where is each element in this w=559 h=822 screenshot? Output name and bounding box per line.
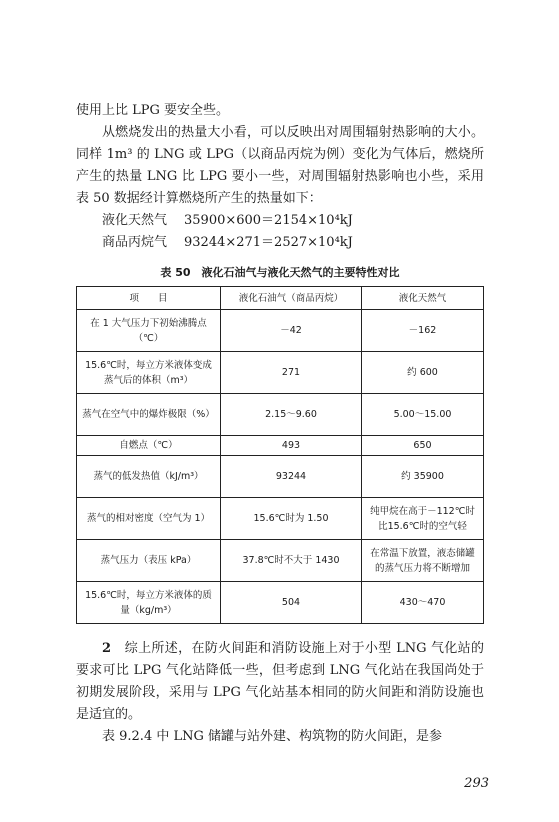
cell-lpg: 15.6℃时为 1.50 <box>221 498 362 540</box>
header-lpg: 液化石油气（商品丙烷） <box>221 287 362 310</box>
cell-lng: －162 <box>362 310 484 352</box>
cell-lpg: 271 <box>221 352 362 394</box>
paragraph-number: 2 <box>102 641 112 656</box>
cell-lng: 在常温下放置，液态储罐的蒸气压力将不断增加 <box>362 540 484 582</box>
cell-lpg: 93244 <box>221 456 362 498</box>
table-row <box>77 456 484 498</box>
cell-item: 15.6℃时，每立方米液体的质量（kg/m³） <box>77 582 221 624</box>
cell-item: 蒸气压力（表压 kPa） <box>77 540 221 582</box>
cell-lng: 5.00～15.00 <box>362 394 484 436</box>
paragraph-summary-text: 综上所述，在防火间距和消防设施上对于小型 LNG 气化站的要求可比 LPG 气化站降低一些，但考虑到 LNG 气化站在我国尚处于初期发展阶段，采用与 LPG 气化站基本相同的防火间距和消防设施也是适宜的。 <box>76 641 484 722</box>
cell-lng: 约 600 <box>362 352 484 394</box>
cell-lng: 650 <box>362 436 484 456</box>
cell-item: 在 1 大气压力下初始沸腾点（℃） <box>77 310 221 352</box>
formula-lng-label: 液化天然气 <box>102 213 168 228</box>
table-row <box>77 540 484 582</box>
cell-lng: 约 35900 <box>362 456 484 498</box>
cell-lng: 430～470 <box>362 582 484 624</box>
cell-lpg: －42 <box>221 310 362 352</box>
page-body <box>76 100 484 748</box>
formula-lng <box>102 210 484 232</box>
paragraph-heat-comparison: 从燃烧发出的热量大小看，可以反映出对周围辐射热影响的大小。同样 1m³ 的 LNG 或 LPG（以商品丙烷为例）变化为气体后，燃烧所产生的热量 LNG 比 LPG 要小一些，对周围辐射热影响也小些，采用表 50 数据经计算燃烧所产生的热量如下： <box>76 125 484 206</box>
paragraph-continuation: 使用上比 LPG 要安全些。 <box>76 103 230 118</box>
cell-item: 蒸气的低发热值（kJ/m³） <box>77 456 221 498</box>
table-header-row <box>77 287 484 310</box>
formula-lng-value: 35900×600＝2154×10⁴kJ <box>184 213 353 228</box>
cell-lpg: 504 <box>221 582 362 624</box>
page-number: 293 <box>464 776 489 791</box>
formula-propane-label: 商品丙烷气 <box>102 235 168 250</box>
formula-propane <box>102 232 484 254</box>
comparison-table <box>76 286 484 624</box>
header-lng: 液化天然气 <box>362 287 484 310</box>
cell-lpg: 493 <box>221 436 362 456</box>
table-row <box>77 352 484 394</box>
cell-lpg: 37.8℃时不大于 1430 <box>221 540 362 582</box>
cell-lpg: 2.15～9.60 <box>221 394 362 436</box>
table-row <box>77 498 484 540</box>
table-row <box>77 394 484 436</box>
paragraph-table-ref: 表 9.2.4 中 LNG 储罐与站外建、构筑物的防火间距，是参 <box>102 729 442 744</box>
cell-item: 15.6℃时，每立方米液体变成蒸气后的体积（m³） <box>77 352 221 394</box>
table-row <box>77 436 484 456</box>
formula-propane-value: 93244×271＝2527×10⁴kJ <box>184 235 353 250</box>
cell-item: 蒸气在空气中的爆炸极限（%） <box>77 394 221 436</box>
cell-item: 自燃点（℃） <box>77 436 221 456</box>
table-caption: 表 50 液化石油气与液化天然气的主要特性对比 <box>160 266 400 279</box>
cell-lng: 纯甲烷在高于－112℃时比15.6℃时的空气轻 <box>362 498 484 540</box>
cell-item: 蒸气的相对密度（空气为 1） <box>77 498 221 540</box>
table-row <box>77 310 484 352</box>
table-row <box>77 582 484 624</box>
header-item: 项 目 <box>77 287 221 310</box>
paragraph-summary <box>76 638 484 726</box>
